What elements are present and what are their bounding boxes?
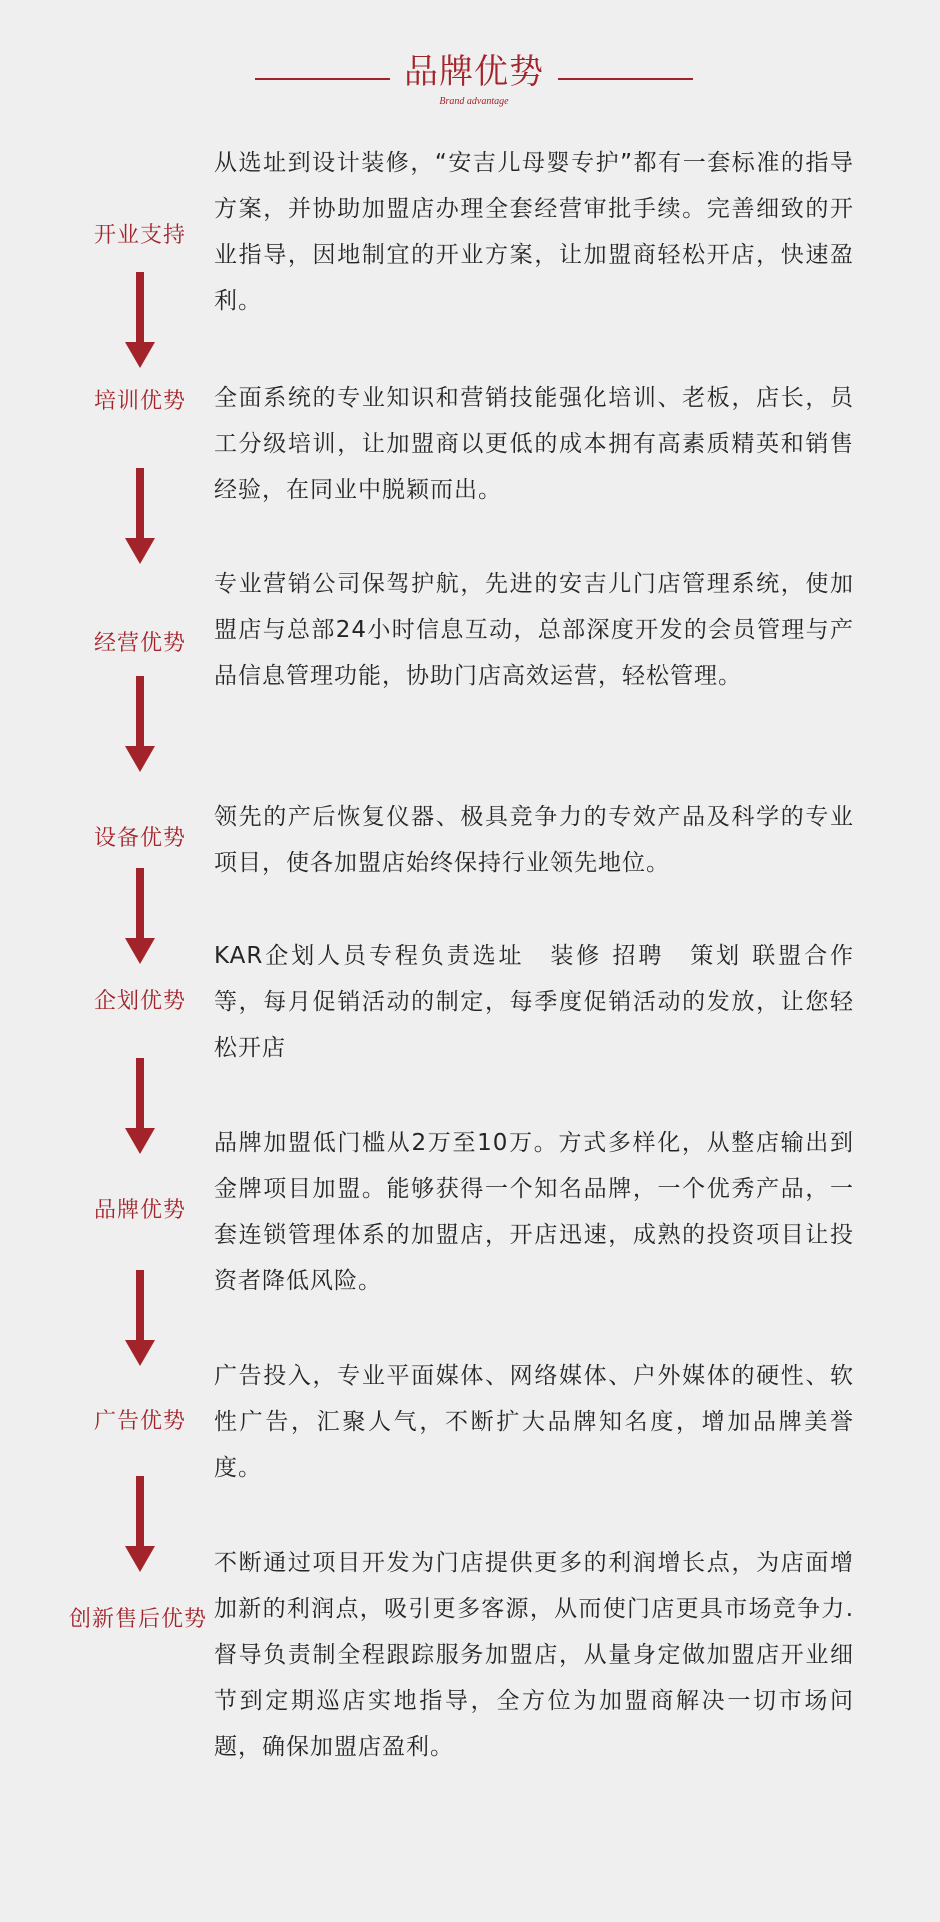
header-left-rule [255, 78, 390, 80]
section-label-planning: 企划优势 [93, 989, 186, 1014]
down-arrow-icon [130, 272, 150, 368]
section-label-innovation-aftersales: 创新售后优势 [68, 1607, 207, 1632]
section-text-opening-support: 从选址到设计装修，“安吉儿母婴专护”都有一套标准的指导方案，并协助加盟店办理全套经营审批手续。完善细致的开业指导，因地制宜的开业方案，让加盟商轻松开店，快速盈利。 [214, 150, 854, 314]
header [0, 0, 940, 120]
page-title: 品牌优势 [404, 52, 544, 92]
section-label-opening-support: 开业支持 [93, 223, 186, 248]
section-label-equipment: 设备优势 [93, 826, 186, 851]
down-arrow-icon [130, 1476, 150, 1572]
section-label-operation: 经营优势 [93, 631, 186, 656]
page-subtitle: Brand advantage [439, 96, 509, 107]
down-arrow-icon [130, 868, 150, 964]
section-label-training: 培训优势 [93, 389, 186, 414]
section-text-brand: 品牌加盟低门槛从2万至10万。方式多样化，从整店输出到金牌项目加盟。能够获得一个知名品牌，一个优秀产品，一套连锁管理体系的加盟店，开店迅速，成熟的投资项目让投资者降低风险。 [214, 1130, 854, 1294]
header-right-rule [558, 78, 693, 80]
section-label-advertising: 广告优势 [93, 1409, 186, 1434]
down-arrow-icon [130, 1270, 150, 1366]
section-text-operation: 专业营销公司保驾护航，先进的安吉儿门店管理系统，使加盟店与总部24小时信息互动，总部深度开发的会员管理与产品信息管理功能，协助门店高效运营，轻松管理。 [214, 571, 854, 689]
section-text-innovation-aftersales: 不断通过项目开发为门店提供更多的利润增长点，为店面增加新的利润点，吸引更多客源，从而使门店更具市场竞争力.督导负责制全程跟踪服务加盟店，从量身定做加盟店开业细节到定期巡店实地指导，全方位为加盟商解决一切市场问题，确保加盟店盈利。 [214, 1550, 854, 1760]
section-text-planning: KAR企划人员专程负责选址 装修 招聘 策划 联盟合作等，每月促销活动的制定，每季度促销活动的发放，让您轻松开店 [214, 943, 854, 1061]
down-arrow-icon [130, 1058, 150, 1154]
section-text-training: 全面系统的专业知识和营销技能强化培训、老板，店长，员工分级培训，让加盟商以更低的成本拥有高素质精英和销售经验，在同业中脱颖而出。 [214, 385, 854, 503]
down-arrow-icon [130, 676, 150, 772]
down-arrow-icon [130, 468, 150, 564]
section-text-advertising: 广告投入，专业平面媒体、网络媒体、户外媒体的硬性、软性广告，汇聚人气，不断扩大品牌知名度，增加品牌美誉度。 [214, 1363, 854, 1481]
section-label-brand: 品牌优势 [93, 1198, 186, 1223]
section-text-equipment: 领先的产后恢复仪器、极具竞争力的专效产品及科学的专业项目，使各加盟店始终保持行业领先地位。 [214, 804, 854, 876]
